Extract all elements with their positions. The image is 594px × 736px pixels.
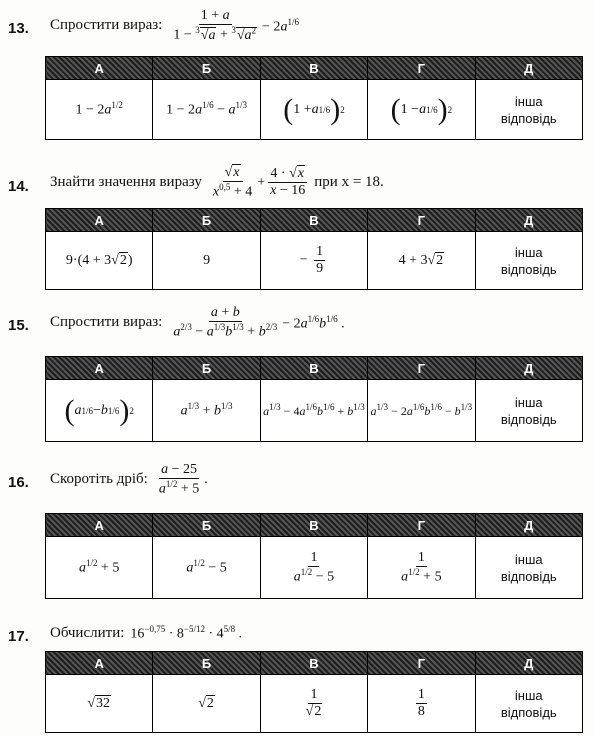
question-suffix: при x = 18.	[314, 174, 384, 191]
answer-table	[45, 651, 583, 733]
problem-number: 15.	[8, 317, 29, 334]
problem-number: 13.	[8, 20, 29, 37]
option-b-header: Б	[153, 209, 260, 232]
question	[50, 8, 299, 44]
option-d-header: Д	[475, 357, 582, 380]
option-a-header: А	[46, 357, 153, 380]
question: Скоротіть дріб: $\frac{a - 25}{a^{1/2} + 5}$ .	[50, 462, 208, 497]
question-text: Спростити вираз:	[50, 314, 163, 331]
answer-cell[interactable]: $\frac{1}{8}$	[368, 675, 475, 733]
problem-number: 14.	[8, 178, 29, 195]
answer-cell[interactable]: $\frac{1}{√2}$	[260, 675, 367, 733]
option-a-header: А	[46, 514, 153, 537]
question-text: Спростити вираз:	[50, 17, 163, 34]
option-v-header: В	[260, 652, 367, 675]
formula-fraction: $\frac{√x}{x^{0,5} + 4}$	[212, 165, 253, 200]
answer-cell[interactable]: $a^{1/3} + b^{1/3}$	[153, 380, 260, 442]
option-v-header: В	[260, 209, 367, 232]
answer-cell[interactable]: 9·(4 + 3√2)	[46, 232, 153, 290]
answer-cell[interactable]: √32	[46, 675, 153, 733]
answer-cell-other[interactable]: інша відповідь	[475, 675, 582, 733]
answer-cell[interactable]: $1 - 2a^{1/2}$	[46, 80, 153, 140]
answer-table	[45, 56, 583, 140]
answer-table	[45, 513, 583, 599]
answer-cell[interactable]: ( a 1/6 − b 1/6 ) 2	[46, 380, 153, 442]
answer-cell[interactable]: $a^{1/3} - 4a^{1/6}b^{1/6} + b^{1/3}$	[260, 380, 367, 442]
option-v-header: В	[260, 57, 367, 80]
option-b-header: Б	[153, 357, 260, 380]
formula-term: − $2a^{1/6}b^{1/6}$ .	[282, 313, 345, 332]
question: Знайти значення виразу $\frac{√x}{x^{0,5} + 4}$ + $\frac{4 \cdot √x}{x - 16}$ при x = 18.	[50, 165, 384, 200]
option-g-header: Г	[368, 209, 475, 232]
answer-cell[interactable]: √2	[153, 675, 260, 733]
answer-cell-other[interactable]: інша відповідь	[475, 80, 582, 140]
answer-cell[interactable]: $\frac{1}{a^{1/2} + 5}$	[368, 537, 475, 599]
formula-expression: $16^{-0,75} \cdot 8^{-5/12} \cdot 4^{5/8}$ .	[130, 624, 243, 642]
option-a-header: А	[46, 57, 153, 80]
answer-table	[45, 208, 583, 290]
option-a-header: А	[46, 209, 153, 232]
question-text: Знайти значення виразу	[50, 174, 202, 191]
answer-cell[interactable]: 9	[153, 232, 260, 290]
option-b-header: Б	[153, 57, 260, 80]
answer-cell[interactable]: $a^{1/2} - 5$	[153, 537, 260, 599]
option-g-header: Г	[368, 357, 475, 380]
answer-cell-other[interactable]: інша відповідь	[475, 537, 582, 599]
formula-fraction: $\frac{4 \cdot √x}{x - 16}$	[270, 166, 306, 199]
question	[50, 624, 242, 643]
option-v-header: В	[260, 514, 367, 537]
question-text: Скоротіть дріб:	[50, 471, 148, 488]
option-d-header: Д	[475, 652, 582, 675]
answer-cell[interactable]: $\frac{1}{a^{1/2} - 5}$	[260, 537, 367, 599]
answer-cell[interactable]: − $\frac{1}{9}$	[260, 232, 367, 290]
answer-table	[45, 356, 583, 442]
question	[50, 305, 345, 341]
answer-cell[interactable]: $1 - 2a^{1/6} - a^{1/3}$	[153, 80, 260, 140]
option-v-header: В	[260, 357, 367, 380]
option-b-header: Б	[153, 652, 260, 675]
answer-cell-other[interactable]: інша відповідь	[475, 380, 582, 442]
option-b-header: Б	[153, 514, 260, 537]
answer-cell-other[interactable]: інша відповідь	[475, 232, 582, 290]
problem-number: 16.	[8, 474, 29, 491]
answer-cell[interactable]: $a^{1/3} - 2a^{1/6}b^{1/6} - b^{1/3}$	[368, 380, 475, 442]
answer-cell[interactable]: ( 1 − a 1/6 ) 2	[368, 80, 475, 140]
formula-fraction: $\frac{1 + a}{1 - ^3√a + ^3√a^2}$	[173, 8, 257, 43]
option-d-header: Д	[475, 57, 582, 80]
answer-cell[interactable]: 4 + 3√2	[368, 232, 475, 290]
answer-cell[interactable]: ( 1 + a 1/6 ) 2	[260, 80, 367, 140]
formula-fraction: $\frac{a + b}{a^{2/3} - a^{1/3}b^{1/3} + b^{2/3}}$	[173, 305, 278, 340]
problem-number: 17.	[8, 628, 29, 645]
option-g-header: Г	[368, 514, 475, 537]
option-d-header: Д	[475, 514, 582, 537]
option-g-header: Г	[368, 57, 475, 80]
question-text: Обчислити:	[50, 624, 125, 641]
formula-term: − $2a^{1/6}$	[262, 16, 299, 35]
option-g-header: Г	[368, 652, 475, 675]
formula-fraction: $\frac{a - 25}{a^{1/2} + 5}$	[158, 462, 200, 497]
option-a-header: А	[46, 652, 153, 675]
option-d-header: Д	[475, 209, 582, 232]
answer-cell[interactable]: $a^{1/2} + 5$	[46, 537, 153, 599]
